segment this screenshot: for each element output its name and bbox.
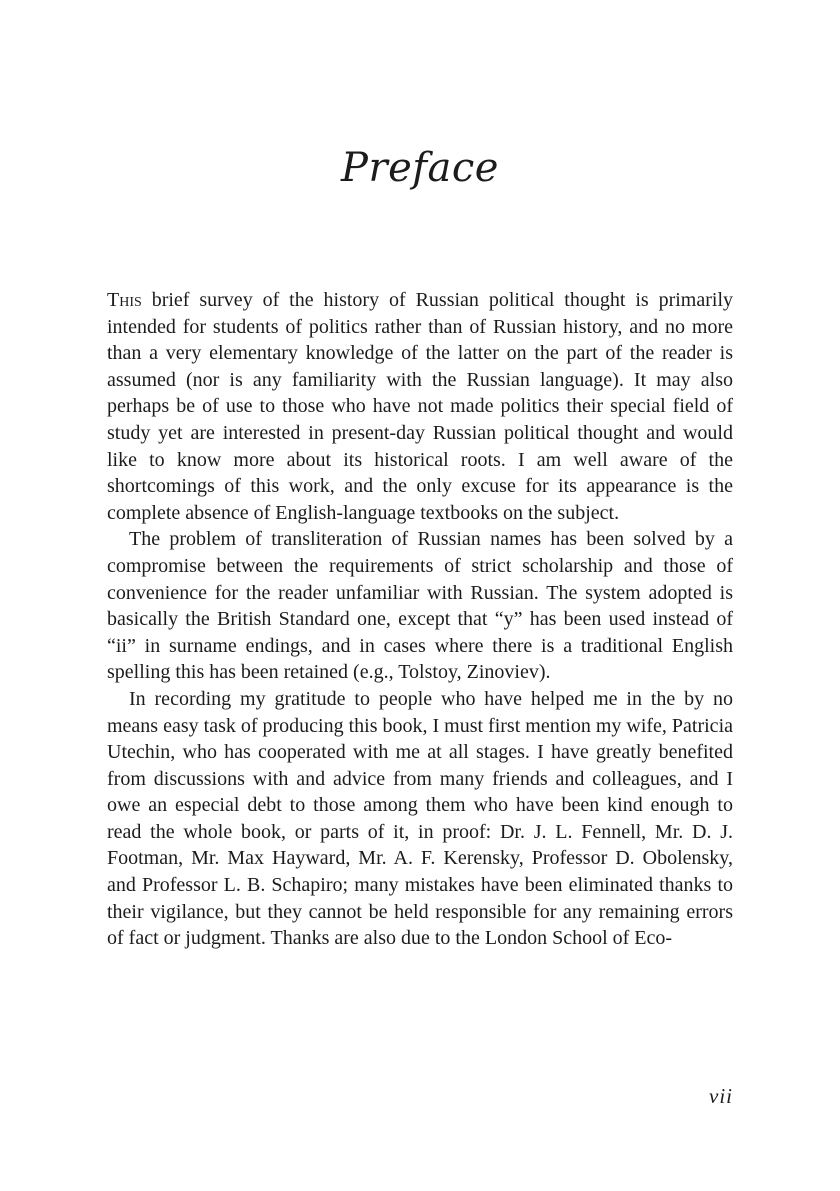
page-title: Preface [341,145,499,191]
page-number: vii [709,1084,733,1108]
paragraph-1 [107,287,733,526]
paragraph-1-text: brief survey of the history of Russian political thought is primarily intended for students of politics rather than of Russian history, and no more than a very elementary knowledge of the latter on the part of the reader is assumed (nor is any familiarity with the Russian language). It may also perhaps be of use to those who have not made politics their special field of study yet are interested in present-day Russian political thought and would like to know more about its historical roots. I am well aware of the shortcomings of this work, and the only excuse for its appearance is the complete absence of English-language textbooks on the subject. [107,289,733,524]
paragraph-1-lead: This [107,289,142,311]
preface-body [107,287,733,952]
paragraph-3: In recording my gratitude to people who have helped me in the by no means easy task of producing this book, I must first mention my wife, Patricia Utechin, who has cooperated with me at all stages. I have greatly benefited from discussions with and advice from many friends and colleagues, and I owe an especial debt to those among them who have been kind enough to read the whole book, or parts of it, in proof: Dr. J. L. Fennell, Mr. D. J. Footman, Mr. Max Hayward, Mr. A. F. Kerensky, Professor D. Obolensky, and Professor L. B. Schapiro; many mistakes have been eliminated thanks to their vigilance, but they cannot be held responsible for any remaining errors of fact or judgment. Thanks are also due to the London School of Eco- [107,687,733,950]
paragraph-2: The problem of transliteration of Russian names has been solved by a compromise between the requirements of strict scholarship and those of convenience for the reader unfamiliar with Russian. The system adopted is basically the British Standard one, except that “y” has been used instead of “ii” in surname endings, and in cases where there is a traditional English spelling this has been retained (e.g., Tolstoy, Zinoviev). [107,528,733,684]
